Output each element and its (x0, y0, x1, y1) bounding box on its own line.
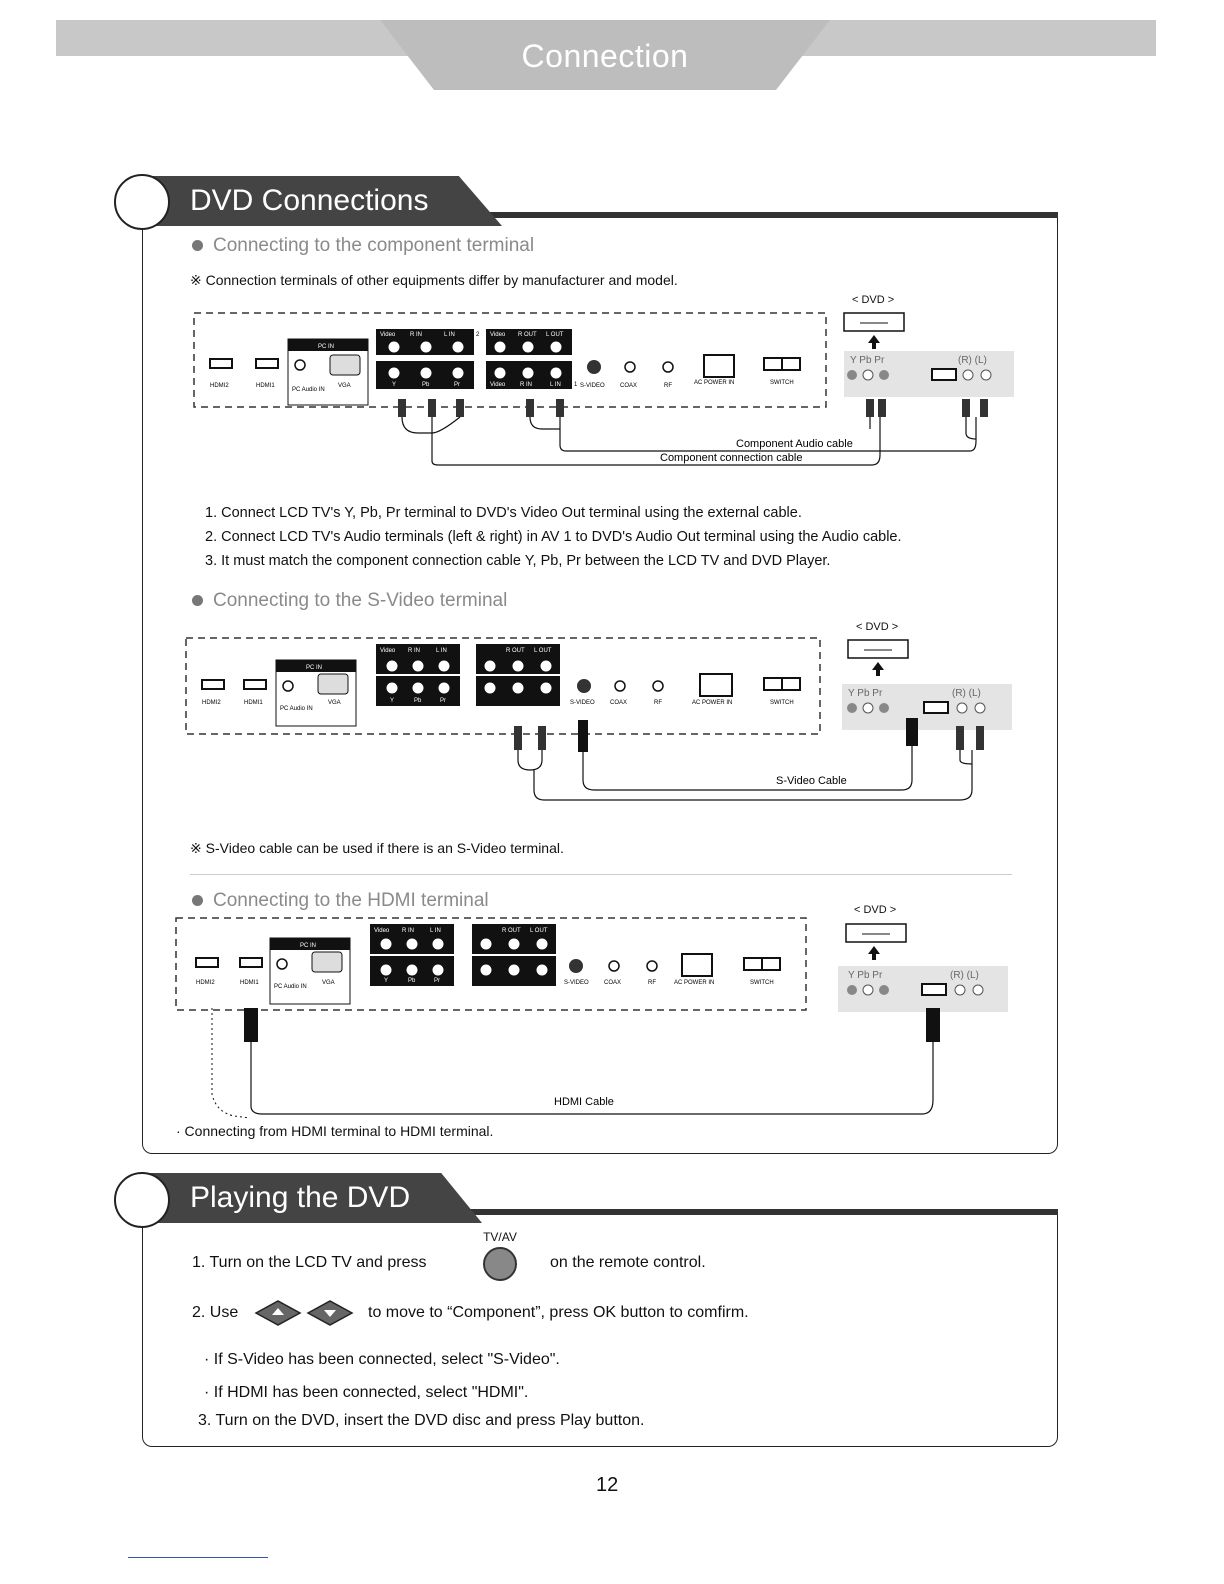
hd-pc-audio-label: PC Audio IN (274, 984, 307, 990)
av-video-label: Video (380, 332, 396, 338)
hdmi-cable-label: HDMI Cable (554, 1096, 614, 1108)
hd-lin-label: L IN (430, 928, 441, 934)
sv-y-label: Y (390, 698, 395, 704)
hd-rf-label: RF (648, 980, 656, 986)
pc-in-label: PC IN (318, 344, 335, 350)
play-sub-2: · If HDMI has been connected, select "HDMI". (204, 1384, 529, 1401)
ac-power-label: AC POWER IN (694, 380, 735, 386)
svideo-cable-label: S-Video Cable (776, 775, 847, 787)
tvav-button[interactable] (456, 1230, 544, 1290)
hd-y-label: Y (384, 978, 389, 984)
svideo-diagram (180, 630, 1030, 810)
tvav-label: TV/AV (483, 1230, 517, 1244)
sv-pc-in-label: PC IN (306, 665, 323, 671)
hd-vga-label: VGA (322, 980, 335, 986)
svideo-dvd-label: < DVD > (856, 621, 899, 633)
page-title: Connection (521, 38, 689, 74)
svideo-note: ※ S-Video cable can be used if there is an S-Video terminal. (190, 840, 564, 856)
hd-hdmi1-label: HDMI1 (240, 980, 259, 986)
rf-label: RF (664, 383, 672, 389)
tvav-button-icon (483, 1247, 517, 1281)
bullet-icon (192, 895, 203, 906)
hdmi-heading: Connecting to the HDMI terminal (192, 890, 489, 912)
footer-line (128, 1557, 268, 1558)
sv-svideo-label: S-VIDEO (570, 700, 595, 706)
hd-dvd-rl-label: (R) (L) (950, 970, 979, 981)
rin2-label: R IN (520, 382, 532, 388)
play-step-1-post: on the remote control. (550, 1254, 706, 1271)
out-video-label: Video (490, 332, 506, 338)
sv-ac-label: AC POWER IN (692, 700, 733, 706)
bullet-icon (192, 240, 203, 251)
av2-label: 2 (476, 332, 480, 338)
play-section-title: Playing the DVD (190, 1181, 411, 1214)
sv-vga-label: VGA (328, 700, 341, 706)
hd-pb-label: Pb (408, 978, 416, 984)
hd-svideo-label: S-VIDEO (564, 980, 589, 986)
sv-video-label: Video (380, 648, 396, 654)
vga-label: VGA (338, 383, 351, 389)
sv-lin-label: L IN (436, 648, 447, 654)
component-diagram (180, 305, 1030, 475)
sv-dvd-ypbpr-label: Y Pb Pr (848, 688, 883, 699)
component-audio-cable-label: Component Audio cable (736, 438, 853, 450)
svideo-label: S-VIDEO (580, 383, 605, 389)
component-note: ※ Connection terminals of other equipments differ by manufacturer and model. (190, 272, 678, 288)
av-rin-label: R IN (410, 332, 422, 338)
sv-rf-label: RF (654, 700, 662, 706)
hdmi-diagram (170, 914, 1020, 1124)
sv-pc-audio-label: PC Audio IN (280, 706, 313, 712)
hd-ac-label: AC POWER IN (674, 980, 715, 986)
lout-label: L OUT (546, 332, 564, 338)
dvd-ypbpr-label: Y Pb Pr (850, 355, 885, 366)
switch-label: SWITCH (770, 380, 794, 386)
play-sub-1: · If S-Video has been connected, select "S-Video". (204, 1351, 560, 1368)
sv-pr-label: Pr (440, 698, 446, 704)
component-step-3: 3. It must match the component connection cable Y, Pb, Pr between the LCD TV and DVD Player. (205, 553, 831, 569)
dvd-section-title: DVD Connections (190, 184, 429, 217)
play-step-2-post: to move to “Component”, press OK button to comfirm. (368, 1304, 749, 1321)
page-number: 12 (596, 1474, 619, 1496)
hd-lout-label: L OUT (530, 928, 548, 934)
hdmi-note: · Connecting from HDMI terminal to HDMI terminal. (176, 1123, 494, 1139)
hdmi-dvd-label: < DVD > (854, 904, 897, 916)
sv-rout-label: R OUT (506, 648, 525, 654)
sv-coax-label: COAX (610, 700, 628, 706)
play-step-2-pre: 2. Use (192, 1304, 239, 1321)
pc-audio-label: PC Audio IN (292, 387, 325, 393)
hd-dvd-ypbpr-label: Y Pb Pr (848, 970, 883, 981)
av1-label: 1 (574, 382, 578, 388)
sv-pb-label: Pb (414, 698, 422, 704)
component-video-cable-label: Component connection cable (660, 452, 803, 464)
lin2-label: L IN (550, 382, 561, 388)
pb-label: Pb (422, 382, 430, 388)
sv-switch-label: SWITCH (770, 700, 794, 706)
component-step-1: 1. Connect LCD TV's Y, Pb, Pr terminal to DVD's Video Out terminal using the external cable. (205, 505, 802, 521)
component-step-2: 2. Connect LCD TV's Audio terminals (left & right) in AV 1 to DVD's Audio Out terminal using the Audio cable. (205, 529, 902, 545)
hd-video-label: Video (374, 928, 390, 934)
section-divider (190, 874, 1012, 875)
bullet-icon (192, 595, 203, 606)
play-step-3: 3. Turn on the DVD, insert the DVD disc and press Play button. (198, 1412, 645, 1429)
av-lin-label: L IN (444, 332, 455, 338)
sv-rin-label: R IN (408, 648, 420, 654)
sv-hdmi1-label: HDMI1 (244, 700, 263, 706)
y-label: Y (392, 382, 397, 388)
arrow-buttons[interactable] (254, 1296, 358, 1330)
component-heading: Connecting to the component terminal (192, 235, 534, 257)
component-dvd-label: < DVD > (852, 294, 895, 306)
coax-label: COAX (620, 383, 638, 389)
sv-lout-label: L OUT (534, 648, 552, 654)
hdmi1-label: HDMI1 (256, 383, 275, 389)
rout-label: R OUT (518, 332, 537, 338)
hd-rin-label: R IN (402, 928, 414, 934)
sv-hdmi2-label: HDMI2 (202, 700, 221, 706)
dvd-section-circle (114, 174, 170, 230)
dvd-rl-label: (R) (L) (958, 355, 987, 366)
hd-rout-label: R OUT (502, 928, 521, 934)
hd-switch-label: SWITCH (750, 980, 774, 986)
in-video-label: Video (490, 382, 506, 388)
hd-pr-label: Pr (434, 978, 440, 984)
play-section-circle (114, 1172, 170, 1228)
hd-hdmi2-label: HDMI2 (196, 980, 215, 986)
hd-coax-label: COAX (604, 980, 622, 986)
svideo-heading: Connecting to the S-Video terminal (192, 590, 507, 612)
pr-label: Pr (454, 382, 460, 388)
hd-pc-in-label: PC IN (300, 943, 317, 949)
hdmi2-label: HDMI2 (210, 383, 229, 389)
play-step-1-pre: 1. Turn on the LCD TV and press (192, 1254, 427, 1271)
sv-dvd-rl-label: (R) (L) (952, 688, 981, 699)
